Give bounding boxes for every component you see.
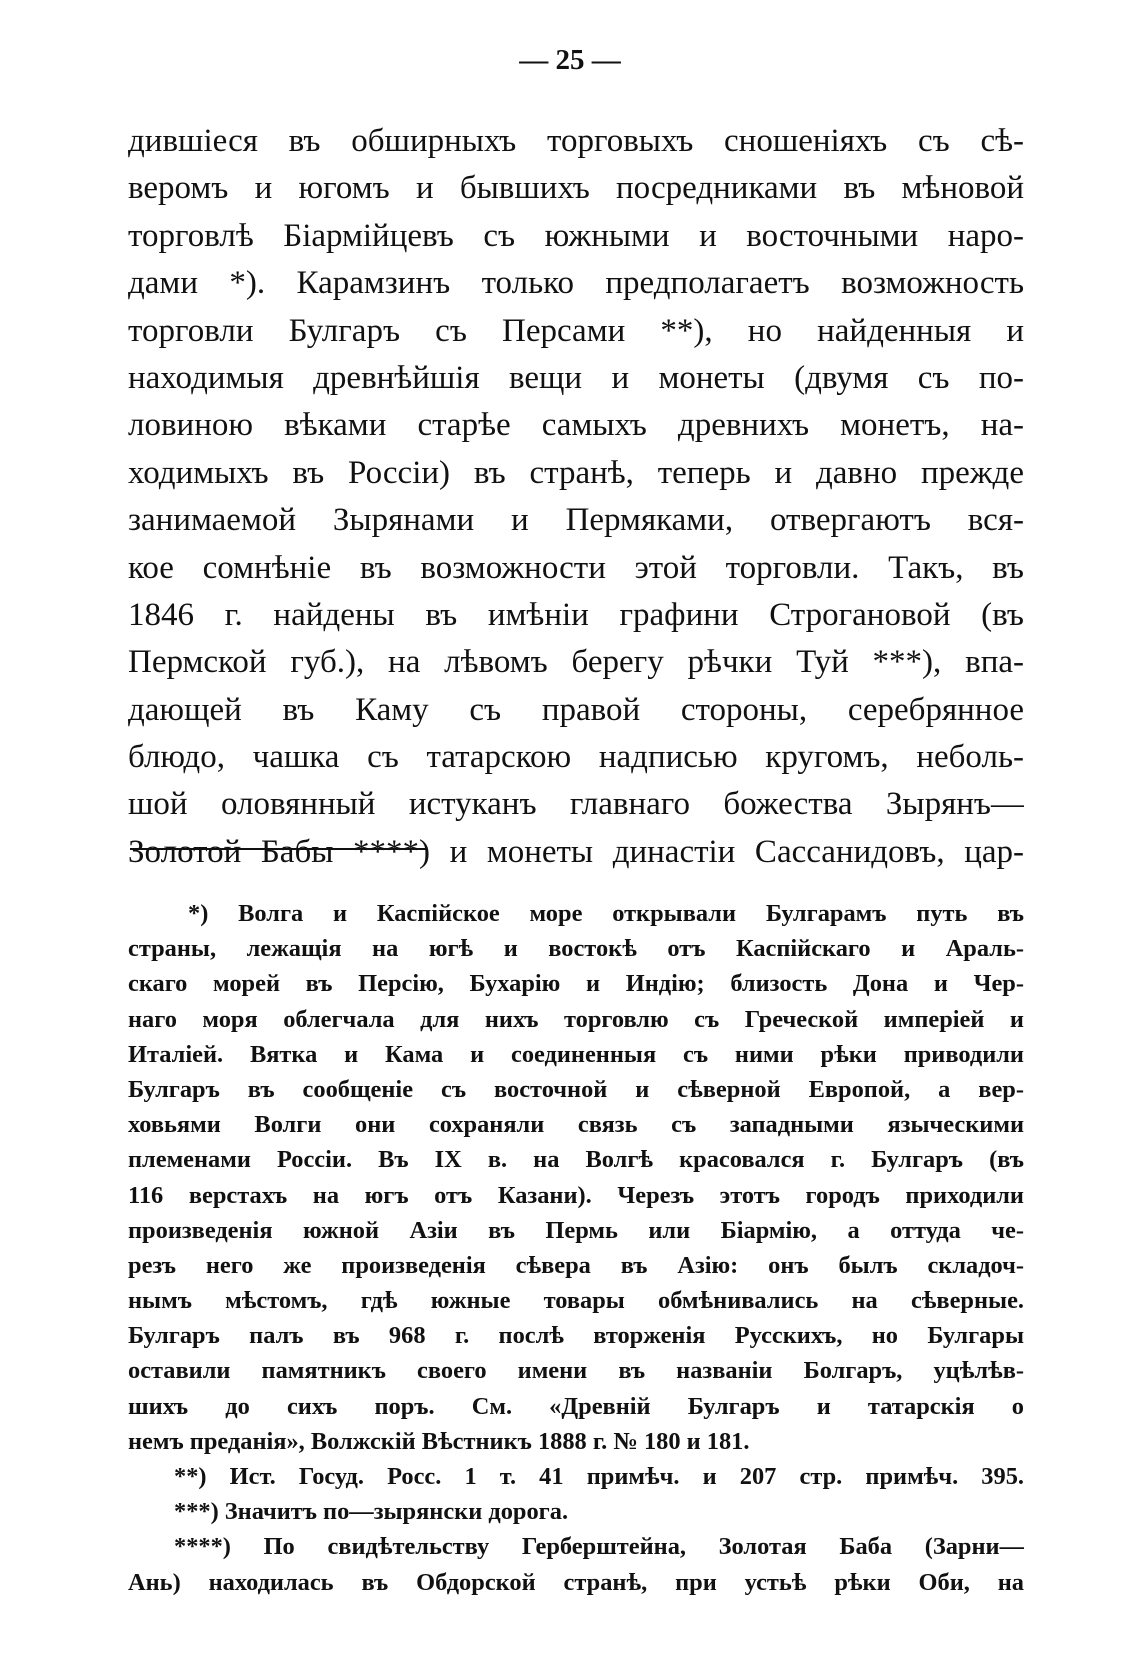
footnote-line: ховьями Волги они сохраняли связь съ западными языческими xyxy=(128,1111,1024,1139)
page-number: — 25 — xyxy=(519,44,621,76)
main-text-line: Золотой Бабы ****) и монеты династіи Сассанидовъ, цар- xyxy=(128,833,1024,870)
footnote-line: оставили памятникъ своего имени въ названіи Болгаръ, уцѣлѣв- xyxy=(128,1357,1024,1385)
footnote-line: шихъ до сихъ поръ. См. «Древній Булгаръ и татарскія о xyxy=(128,1392,1024,1420)
footnote-line: Булгаръ въ сообщеніе съ восточной и сѣверной Европой, а вер- xyxy=(128,1075,1024,1103)
main-text-line: Пермской губ.), на лѣвомъ берегу рѣчки Туй ***), впа- xyxy=(128,644,1024,681)
main-text-line: торговли Булгаръ съ Персами **), но найденныя и xyxy=(128,312,1024,349)
footnote-line: ***) Значитъ по—зырянски дорога. xyxy=(174,1498,569,1526)
main-text-line: веромъ и югомъ и бывшихъ посредниками въ мѣновой xyxy=(128,170,1024,207)
footnote-divider xyxy=(130,848,426,850)
main-text-line: ловиною вѣками старѣе самыхъ древнихъ монетъ, на- xyxy=(128,407,1024,444)
footnote-line: племенами Россіи. Въ IX в. на Волгѣ красовался г. Булгаръ (въ xyxy=(128,1146,1024,1174)
footnote-line: Италіей. Вятка и Кама и соединенныя съ ними рѣки приводили xyxy=(128,1040,1024,1068)
main-text-line: кое сомнѣніе въ возможности этой торговли. Такъ, въ xyxy=(128,549,1024,586)
main-text-line: блюдо, чашка съ татарскою надписью кругомъ, неболь- xyxy=(128,739,1024,776)
footnote-line: немъ преданія», Волжскій Вѣстникъ 1888 г. № 180 и 181. xyxy=(128,1427,750,1455)
main-text-line: занимаемой Зырянами и Пермяками, отвергаютъ вся- xyxy=(128,502,1024,539)
footnote-line: скаго морей въ Персію, Бухарію и Индію; близость Дона и Чер- xyxy=(128,970,1024,998)
main-text-line: ходимыхъ въ Россіи) въ странѣ, теперь и давно прежде xyxy=(128,454,1024,491)
main-text xyxy=(128,118,1024,876)
footnote-line: 116 верстахъ на югъ отъ Казани). Черезъ этотъ городъ приходили xyxy=(128,1181,1024,1209)
footnotes xyxy=(128,896,1024,1600)
main-text-line: торговлѣ Біармійцевъ съ южными и восточными наро- xyxy=(128,217,1024,254)
footnote-line: ****) По свидѣтельству Герберштейна, Золотая Баба (Зарни— xyxy=(174,1533,1024,1561)
footnote-line: Ань) находилась въ Обдорской странѣ, при устьѣ рѣки Оби, на xyxy=(128,1568,1024,1596)
main-text-line: дившіеся въ обширныхъ торговыхъ сношеніяхъ съ сѣ- xyxy=(128,123,1024,159)
main-text-line: шой оловянный истуканъ главнаго божества Зырянъ— xyxy=(128,786,1024,823)
footnote-line: нымъ мѣстомъ, гдѣ южные товары обмѣнивались на сѣверные. xyxy=(128,1287,1024,1315)
footnote-line: **) Ист. Госуд. Росс. 1 т. 41 примѣч. и 207 стр. примѣч. 395. xyxy=(174,1463,1024,1490)
main-text-line: дами *). Карамзинъ только предполагаетъ возможность xyxy=(128,265,1024,302)
main-text-line: дающей въ Каму съ правой стороны, серебрянное xyxy=(128,691,1024,728)
footnote-line: страны, лежащія на югѣ и востокѣ отъ Каспійскаго и Араль- xyxy=(128,935,1024,963)
footnote-line: Булгаръ палъ въ 968 г. послѣ вторженія Русскихъ, но Булгары xyxy=(128,1322,1024,1350)
footnote-line: *) Волга и Каспійское море открывали Булгарамъ путь въ xyxy=(188,900,1024,927)
main-text-line: 1846 г. найдены въ имѣніи графини Строгановой (въ xyxy=(128,596,1024,633)
main-text-line: находимыя древнѣйшія вещи и монеты (двумя съ по- xyxy=(128,359,1024,396)
footnote-line: наго моря облегчала для нихъ торговлю съ Греческой имперіей и xyxy=(128,1005,1024,1033)
footnote-line: резъ него же произведенія сѣвера въ Азію: онъ былъ складоч- xyxy=(128,1251,1024,1279)
footnote-line: произведенія южной Азіи въ Пермь или Біармію, а оттуда че- xyxy=(128,1216,1024,1244)
